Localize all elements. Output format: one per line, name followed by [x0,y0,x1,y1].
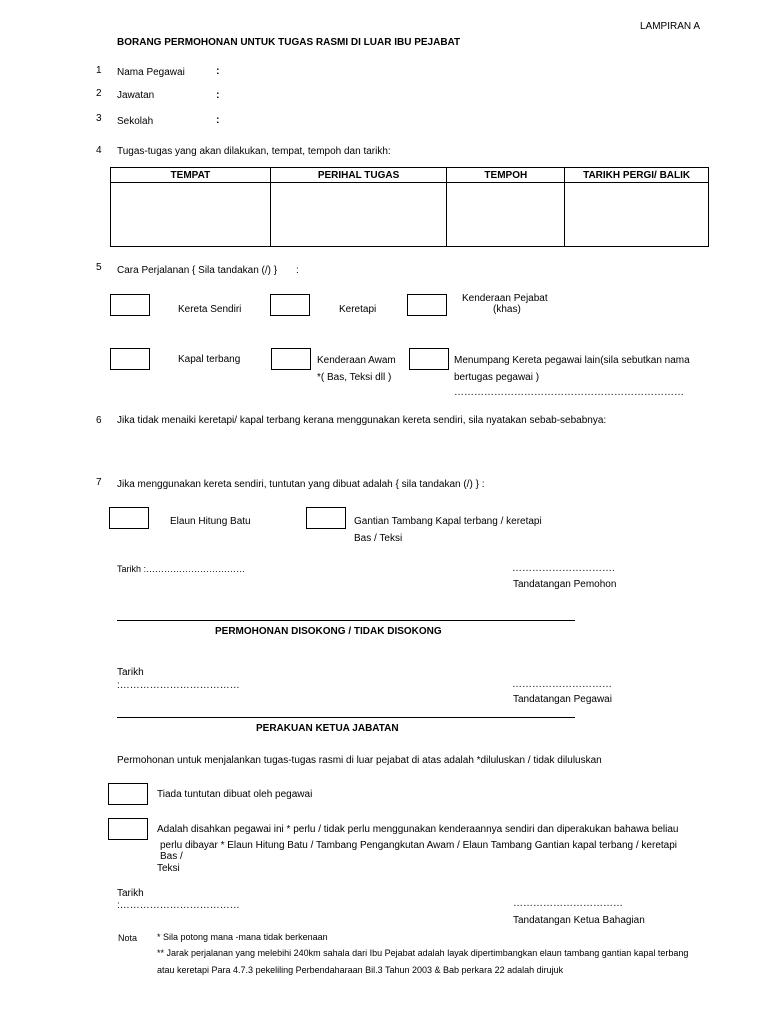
support-section-title: PERMOHONAN DISOKONG / TIDAK DISOKONG [215,626,442,637]
checkbox-kapal-terbang[interactable] [110,348,150,370]
officer-signature-label: Tandatangan Pegawai [513,694,612,705]
head-date-dots[interactable]: :……………………………… [117,900,240,911]
field-colon: : [216,89,220,101]
option-label-menumpang-detail: bertugas pegawai ) [454,372,540,383]
option-label-disahkan-line4: Teksi [157,863,180,874]
officer-signature-dots[interactable]: ………………………… [512,679,612,690]
tasks-table [110,167,709,247]
field-label-jawatan: Jawatan [117,90,155,101]
approval-statement: Permohonan untuk menjalankan tugas-tugas rasmi di luar pejabat di atas adalah *diluluskan / tidak diluluskan [117,755,602,766]
section-number-7: 7 [96,477,102,488]
divider-line [117,620,575,621]
tarikh-cell[interactable] [565,183,709,247]
option-label-gantian-tambang: Gantian Tambang Kapal terbang / keretapi [354,516,542,527]
option-label-disahkan-line2: perlu dibayar * Elaun Hitung Batu / Tambang Pengangkutan Awam / Elaun Tambang Gantian kapal terbang / keretapi [160,840,678,851]
head-signature-dots[interactable]: …………………………… [513,898,623,909]
checkbox-keretapi[interactable] [270,294,310,316]
checkbox-menumpang[interactable] [409,348,449,370]
head-date-label: Tarikh [117,888,144,899]
checkbox-gantian-tambang[interactable] [306,507,346,529]
option-label-keretapi: Keretapi [339,304,377,315]
option-label-disahkan-line3: Bas / [160,851,183,862]
column-header-tempoh: TEMPOH [447,168,565,183]
field-label-nama-pegawai: Nama Pegawai [117,67,185,78]
option-label-kapal-terbang: Kapal terbang [178,354,241,365]
approval-section-title: PERAKUAN KETUA JABATAN [256,723,399,734]
option-label-menumpang: Menumpang Kereta pegawai lain(sila sebutkan nama [454,355,690,366]
tempat-cell[interactable] [111,183,271,247]
section5-colon: : [296,265,299,276]
section-number-5: 5 [96,262,102,273]
field-number-3: 3 [96,113,102,124]
field-number-2: 2 [96,88,102,99]
option-label-kenderaan-pejabat-khas: (khas) [493,304,521,315]
option-label-tiada-tuntutan: Tiada tuntutan dibuat oleh pegawai [157,789,313,800]
section6-instruction: Jika tidak menaiki keretapi/ kapal terbang kerana menggunakan kereta sendiri, sila nyatakan sebab-sebabnya: [117,415,607,426]
checkbox-kereta-sendiri[interactable] [110,294,150,316]
head-signature-label: Tandatangan Ketua Bahagian [513,915,645,926]
support-date-label: Tarikh [117,667,144,678]
perihal-tugas-cell[interactable] [270,183,447,247]
column-header-tempat: TEMPAT [111,168,271,183]
option-label-disahkan-line1: Adalah disahkan pegawai ini * perlu / tidak perlu menggunakan kenderaannya sendiri dan diperakukan bahawa beliau [157,824,679,835]
checkbox-disahkan[interactable] [108,818,148,840]
appendix-label: LAMPIRAN A [640,21,701,32]
form-title: BORANG PERMOHONAN UNTUK TUGAS RASMI DI LUAR IBU PEJABAT [117,37,461,48]
section-number-4: 4 [96,145,102,156]
checkbox-kenderaan-awam[interactable] [271,348,311,370]
option-label-kenderaan-awam-detail: *( Bas, Teksi dll ) [317,372,392,383]
tempoh-cell[interactable] [447,183,565,247]
note-line-3: atau keretapi Para 4.7.3 pekeliling Perbendaharaan Bil.3 Tahun 2003 & Bab perkara 22 adalah dirujuk [157,965,564,975]
column-header-tarikh: TARIKH PERGI/ BALIK [565,168,709,183]
option-label-gantian-tambang-detail: Bas / Teksi [354,533,403,544]
option-label-kenderaan-awam: Kenderaan Awam [317,355,396,366]
field-colon: : [216,65,220,77]
menumpang-name-dots: …………………………………………………………… [454,387,684,398]
applicant-date-field[interactable]: Tarikh :…………………………… [117,564,246,574]
checkbox-tiada-tuntutan[interactable] [108,783,148,805]
support-date-dots[interactable]: :……………………………… [117,680,240,691]
section5-instruction: Cara Perjalanan { Sila tandakan (/) } [117,265,278,276]
column-header-perihal-tugas: PERIHAL TUGAS [270,168,447,183]
note-line-1: * Sila potong mana -mana tidak berkenaan [157,932,328,942]
section7-instruction: Jika menggunakan kereta sendiri, tuntutan yang dibuat adalah { sila tandakan (/) } : [117,479,485,490]
option-label-elaun-hitung-batu: Elaun Hitung Batu [170,516,251,527]
checkbox-elaun-hitung-batu[interactable] [109,507,149,529]
section4-instruction: Tugas-tugas yang akan dilakukan, tempat, tempoh dan tarikh: [117,146,391,157]
section-number-6: 6 [96,415,102,426]
applicant-signature-label: Tandatangan Pemohon [513,579,617,590]
applicant-signature-dots[interactable]: …………………………. [512,563,615,574]
option-label-kereta-sendiri: Kereta Sendiri [178,304,242,315]
field-colon: : [216,114,220,126]
option-label-kenderaan-pejabat: Kenderaan Pejabat [462,293,548,304]
field-number-1: 1 [96,65,102,76]
note-label: Nota [118,933,138,943]
note-line-2: ** Jarak perjalanan yang melebihi 240km sahala dari Ibu Pejabat adalah layak dipertimbangkan elaun tambang gantian kapal terbang [157,948,689,958]
field-label-sekolah: Sekolah [117,116,154,127]
checkbox-kenderaan-pejabat[interactable] [407,294,447,316]
divider-line [117,717,575,718]
